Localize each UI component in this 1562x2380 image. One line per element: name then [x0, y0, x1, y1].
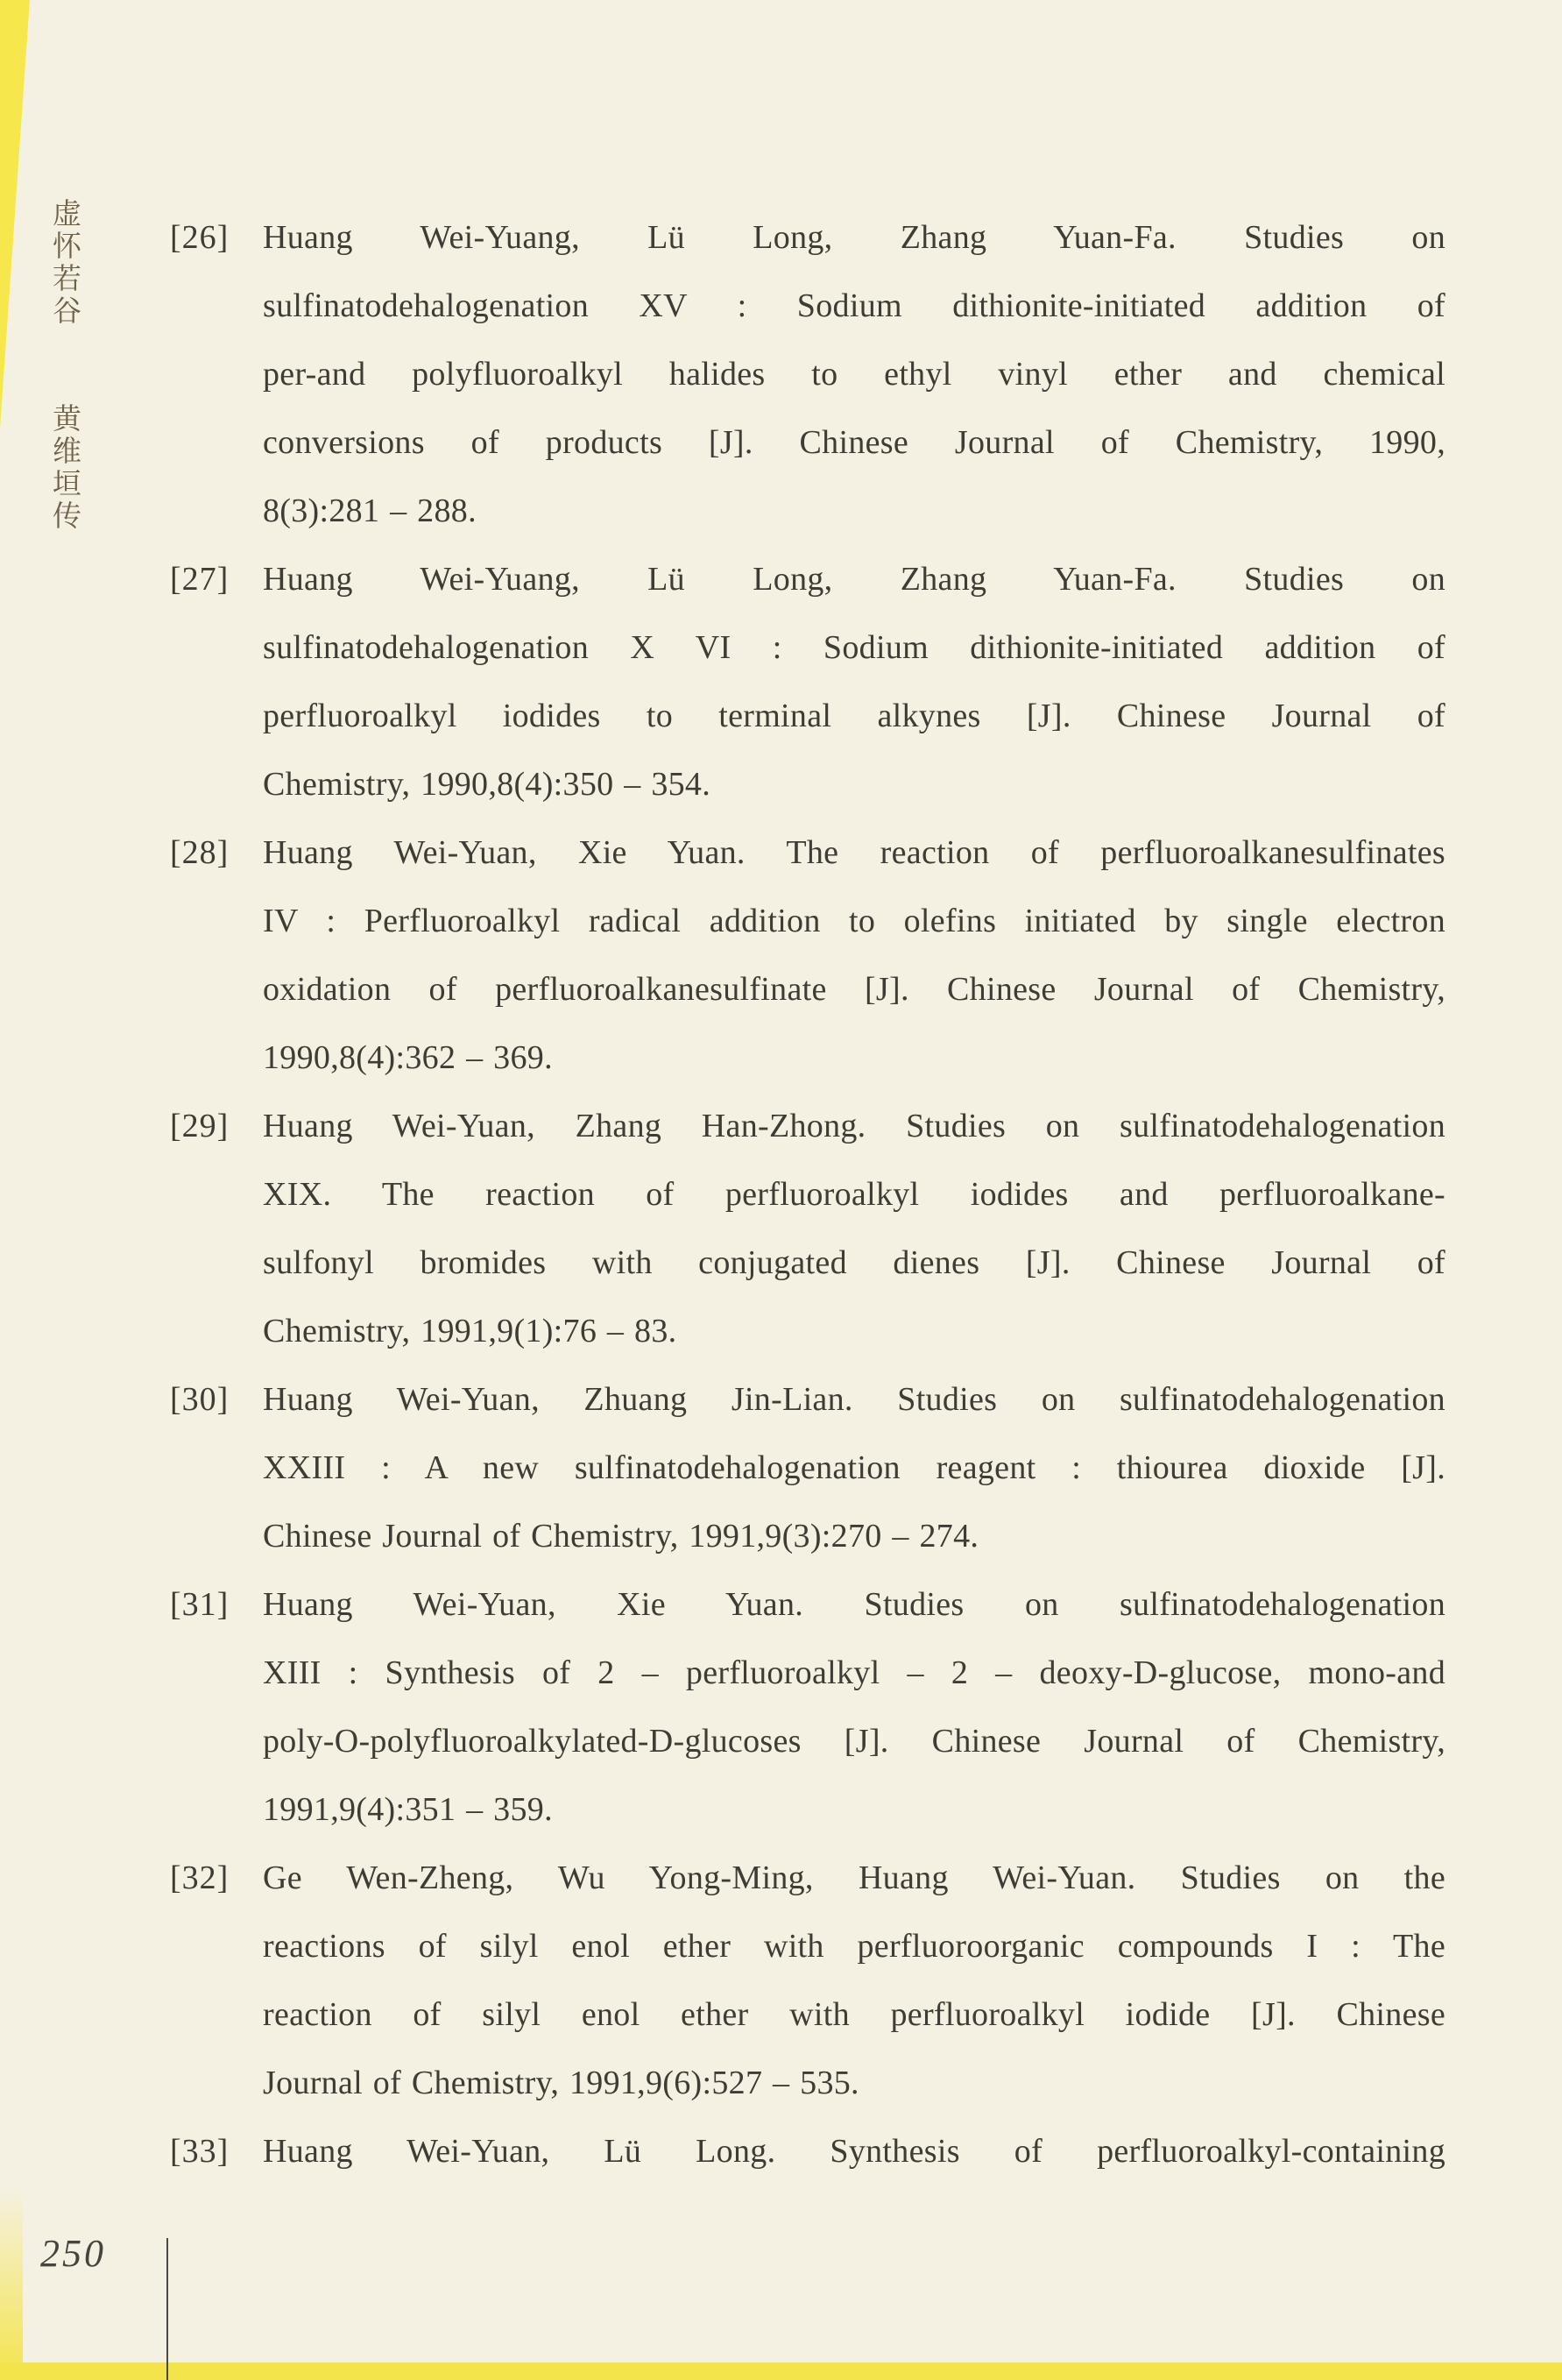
reference-line: Huang Wei-Yuan, Xie Yuan. Studies on sulfinatodehalogenation	[263, 1586, 1445, 1623]
reference-line: XIII : Synthesis of 2 – perfluoroalkyl – 2 – deoxy-D-glucose, mono-and	[263, 1654, 1445, 1691]
reference-line: reactions of silyl enol ether with perfluoroorganic compounds I : The	[263, 1928, 1445, 1965]
reference-line: 8(3):281 – 288.	[263, 492, 477, 529]
book-edge-yellow-top-left	[0, 0, 30, 2380]
reference-line: conversions of products [J]. Chinese Journal of Chemistry, 1990,	[263, 424, 1445, 461]
references-list	[170, 203, 1445, 2185]
reference-line: Chemistry, 1991,9(1):76 – 83.	[263, 1313, 677, 1349]
reference-line: Huang Wei-Yuan, Xie Yuan. The reaction of perfluoroalkanesulfinates	[263, 834, 1445, 871]
reference-line: sulfinatodehalogenation X VI : Sodium dithionite-initiated addition of	[263, 629, 1445, 666]
reference-line: Journal of Chemistry, 1991,9(6):527 – 535.	[263, 2065, 859, 2101]
book-edge-yellow-corner	[0, 2187, 23, 2380]
book-edge-yellow-bottom	[0, 2362, 1562, 2380]
reference-entry	[170, 2117, 1445, 2185]
reference-number: [30]	[170, 1381, 230, 1418]
reference-entry	[170, 1092, 1445, 1365]
reference-number: [27]	[170, 561, 230, 598]
reference-number: [28]	[170, 834, 230, 871]
reference-line: sulfonyl bromides with conjugated dienes [J]. Chinese Journal of	[263, 1244, 1445, 1281]
reference-line: 1991,9(4):351 – 359.	[263, 1791, 553, 1828]
reference-line: oxidation of perfluoroalkanesulfinate [J]. Chinese Journal of Chemistry,	[263, 971, 1445, 1008]
reference-line: perfluoroalkyl iodides to terminal alkynes [J]. Chinese Journal of	[263, 698, 1445, 734]
reference-number: [33]	[170, 2133, 230, 2170]
reference-line: IV : Perfluoroalkyl radical addition to olefins initiated by single electron	[263, 903, 1445, 939]
page-number: 250	[40, 2232, 106, 2275]
reference-line: Chinese Journal of Chemistry, 1991,9(3):270 – 274.	[263, 1518, 979, 1555]
reference-entry	[170, 1365, 1445, 1570]
reference-number: [32]	[170, 1859, 230, 1896]
reference-line: XXIII : A new sulfinatodehalogenation reagent : thiourea dioxide [J].	[263, 1449, 1445, 1486]
reference-entry	[170, 1844, 1445, 2117]
reference-entry	[170, 818, 1445, 1092]
reference-line: XIX. The reaction of perfluoroalkyl iodides and perfluoroalkane-	[263, 1176, 1445, 1213]
reference-line: Huang Wei-Yuang, Lü Long, Zhang Yuan-Fa. Studies on	[263, 561, 1445, 598]
book-title-part-1: 虚怀若谷	[48, 198, 80, 328]
book-title-part-2: 黄维垣传	[48, 403, 80, 533]
reference-number: [29]	[170, 1108, 230, 1144]
reference-entry	[170, 203, 1445, 545]
reference-line: Huang Wei-Yuang, Lü Long, Zhang Yuan-Fa. Studies on	[263, 219, 1445, 256]
reference-line: reaction of silyl enol ether with perfluoroalkyl iodide [J]. Chinese	[263, 1996, 1445, 2033]
reference-line: poly-O-polyfluoroalkylated-D-glucoses [J]. Chinese Journal of Chemistry,	[263, 1723, 1445, 1760]
reference-entry	[170, 1570, 1445, 1844]
reference-line: 1990,8(4):362 – 369.	[263, 1039, 553, 1076]
reference-number: [26]	[170, 219, 230, 256]
reference-line: Huang Wei-Yuan, Zhuang Jin-Lian. Studies on sulfinatodehalogenation	[263, 1381, 1445, 1418]
reference-entry	[170, 545, 1445, 818]
margin-vertical-book-title	[44, 198, 85, 533]
footer-rule	[166, 2238, 168, 2380]
reference-line: Huang Wei-Yuan, Zhang Han-Zhong. Studies on sulfinatodehalogenation	[263, 1108, 1445, 1144]
reference-line: Ge Wen-Zheng, Wu Yong-Ming, Huang Wei-Yuan. Studies on the	[263, 1859, 1445, 1896]
reference-number: [31]	[170, 1586, 230, 1623]
reference-line: Huang Wei-Yuan, Lü Long. Synthesis of perfluoroalkyl-containing	[263, 2133, 1445, 2170]
reference-line: sulfinatodehalogenation XV : Sodium dithionite-initiated addition of	[263, 287, 1445, 324]
reference-line: Chemistry, 1990,8(4):350 – 354.	[263, 766, 711, 803]
reference-line: per-and polyfluoroalkyl halides to ethyl vinyl ether and chemical	[263, 356, 1445, 393]
